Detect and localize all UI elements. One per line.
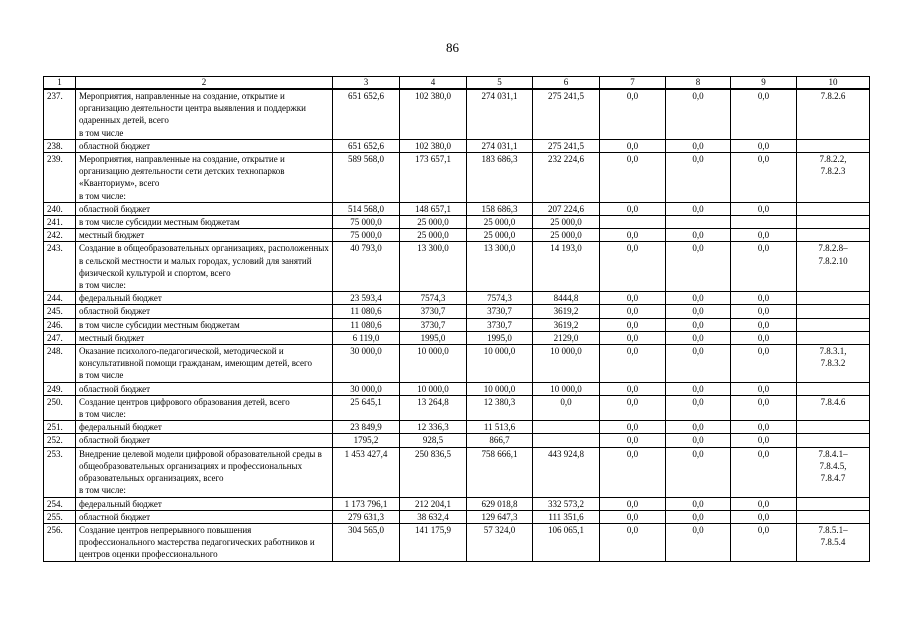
table-row bbox=[44, 305, 870, 318]
year3-cell: 25 000,0 bbox=[533, 229, 600, 242]
year3-cell: 3619,2 bbox=[533, 305, 600, 318]
reference-cell bbox=[797, 434, 870, 447]
year3-cell: 232 224,6 bbox=[533, 153, 600, 203]
item-name-cell: областной бюджет bbox=[76, 202, 333, 215]
item-name-cell: Внедрение целевой модели цифровой образовательной среды в общеобразовательных организациях и профессиональных образовательных организациях, всего в том числе: bbox=[76, 447, 333, 497]
year6-cell: 0,0 bbox=[731, 305, 797, 318]
year5-cell: 0,0 bbox=[666, 153, 731, 203]
total-cell: 6 119,0 bbox=[333, 331, 400, 344]
year2-cell: 3730,7 bbox=[467, 318, 533, 331]
year1-cell: 102 380,0 bbox=[400, 139, 467, 152]
year3-cell: 332 573,2 bbox=[533, 497, 600, 510]
total-cell: 589 568,0 bbox=[333, 153, 400, 203]
item-name-cell: Мероприятия, направленные на создание, открытие и организацию деятельности центра выявления и поддержки одаренных детей, всего в том числе bbox=[76, 89, 333, 139]
year1-cell: 38 632,4 bbox=[400, 510, 467, 523]
year6-cell: 0,0 bbox=[731, 382, 797, 395]
table-header-row bbox=[44, 77, 870, 90]
year1-cell: 10 000,0 bbox=[400, 345, 467, 383]
row-number-cell: 245. bbox=[44, 305, 76, 318]
year6-cell: 0,0 bbox=[731, 331, 797, 344]
year6-cell: 0,0 bbox=[731, 318, 797, 331]
reference-cell: 7.8.5.1– 7.8.5.4 bbox=[797, 523, 870, 561]
year3-cell: 14 193,0 bbox=[533, 242, 600, 292]
item-name-cell: областной бюджет bbox=[76, 382, 333, 395]
year2-cell: 866,7 bbox=[467, 434, 533, 447]
year6-cell: 0,0 bbox=[731, 345, 797, 383]
row-number-cell: 242. bbox=[44, 229, 76, 242]
year1-cell: 3730,7 bbox=[400, 318, 467, 331]
year5-cell: 0,0 bbox=[666, 447, 731, 497]
item-name-cell: областной бюджет bbox=[76, 434, 333, 447]
year6-cell: 0,0 bbox=[731, 395, 797, 420]
reference-cell: 7.8.3.1, 7.8.3.2 bbox=[797, 345, 870, 383]
item-name-cell: областной бюджет bbox=[76, 139, 333, 152]
year4-cell: 0,0 bbox=[600, 305, 666, 318]
year1-cell: 3730,7 bbox=[400, 305, 467, 318]
item-name-cell: федеральный бюджет bbox=[76, 292, 333, 305]
year1-cell: 250 836,5 bbox=[400, 447, 467, 497]
year2-cell: 25 000,0 bbox=[467, 216, 533, 229]
year6-cell: 0,0 bbox=[731, 497, 797, 510]
item-name-cell: областной бюджет bbox=[76, 510, 333, 523]
year6-cell bbox=[731, 216, 797, 229]
table-row bbox=[44, 242, 870, 292]
row-number-cell: 254. bbox=[44, 497, 76, 510]
year1-cell: 141 175,9 bbox=[400, 523, 467, 561]
row-number-cell: 238. bbox=[44, 139, 76, 152]
year3-cell: 106 065,1 bbox=[533, 523, 600, 561]
row-number-cell: 249. bbox=[44, 382, 76, 395]
budget-table bbox=[43, 76, 870, 562]
column-header: 6 bbox=[533, 77, 600, 90]
reference-cell bbox=[797, 139, 870, 152]
table-row bbox=[44, 434, 870, 447]
column-header: 4 bbox=[400, 77, 467, 90]
item-name-cell: Создание центров цифрового образования детей, всего в том числе: bbox=[76, 395, 333, 420]
year4-cell: 0,0 bbox=[600, 382, 666, 395]
year4-cell: 0,0 bbox=[600, 497, 666, 510]
year2-cell: 13 300,0 bbox=[467, 242, 533, 292]
year5-cell: 0,0 bbox=[666, 305, 731, 318]
total-cell: 11 080,6 bbox=[333, 305, 400, 318]
total-cell: 1 453 427,4 bbox=[333, 447, 400, 497]
year6-cell: 0,0 bbox=[731, 229, 797, 242]
year5-cell: 0,0 bbox=[666, 331, 731, 344]
reference-cell: 7.8.4.6 bbox=[797, 395, 870, 420]
year3-cell bbox=[533, 434, 600, 447]
year4-cell: 0,0 bbox=[600, 421, 666, 434]
year5-cell: 0,0 bbox=[666, 382, 731, 395]
year5-cell: 0,0 bbox=[666, 318, 731, 331]
year1-cell: 25 000,0 bbox=[400, 229, 467, 242]
year6-cell: 0,0 bbox=[731, 434, 797, 447]
year4-cell: 0,0 bbox=[600, 89, 666, 139]
year1-cell: 12 336,3 bbox=[400, 421, 467, 434]
year6-cell: 0,0 bbox=[731, 447, 797, 497]
table-row bbox=[44, 153, 870, 203]
year6-cell: 0,0 bbox=[731, 89, 797, 139]
year4-cell: 0,0 bbox=[600, 318, 666, 331]
table-row bbox=[44, 292, 870, 305]
total-cell: 23 849,9 bbox=[333, 421, 400, 434]
row-number-cell: 244. bbox=[44, 292, 76, 305]
year5-cell: 0,0 bbox=[666, 292, 731, 305]
item-name-cell: Создание центров непрерывного повышения профессионального мастерства педагогических работников и центров оценки профессионального bbox=[76, 523, 333, 561]
row-number-cell: 248. bbox=[44, 345, 76, 383]
year6-cell: 0,0 bbox=[731, 292, 797, 305]
year3-cell: 207 224,6 bbox=[533, 202, 600, 215]
total-cell: 30 000,0 bbox=[333, 345, 400, 383]
total-cell: 40 793,0 bbox=[333, 242, 400, 292]
reference-cell: 7.8.2.6 bbox=[797, 89, 870, 139]
reference-cell bbox=[797, 318, 870, 331]
year2-cell: 7574,3 bbox=[467, 292, 533, 305]
year6-cell: 0,0 bbox=[731, 242, 797, 292]
table-row bbox=[44, 89, 870, 139]
year4-cell: 0,0 bbox=[600, 229, 666, 242]
year2-cell: 11 513,6 bbox=[467, 421, 533, 434]
year5-cell: 0,0 bbox=[666, 434, 731, 447]
year2-cell: 629 018,8 bbox=[467, 497, 533, 510]
item-name-cell: Создание в общеобразовательных организациях, расположенных в сельской местности и малых городах, условий для занятий физической культурой и спортом, всего в том числе: bbox=[76, 242, 333, 292]
table-row bbox=[44, 229, 870, 242]
item-name-cell: Оказание психолого-педагогической, методической и консультативной помощи гражданам, имеющим детей, всего в том числе bbox=[76, 345, 333, 383]
reference-cell bbox=[797, 292, 870, 305]
reference-cell: 7.8.4.1– 7.8.4.5, 7.8.4.7 bbox=[797, 447, 870, 497]
table-row bbox=[44, 510, 870, 523]
year4-cell: 0,0 bbox=[600, 202, 666, 215]
item-name-cell: Мероприятия, направленные на создание, открытие и организацию деятельности сети детских технопарков «Кванториум», всего в том числе: bbox=[76, 153, 333, 203]
row-number-cell: 246. bbox=[44, 318, 76, 331]
year2-cell: 3730,7 bbox=[467, 305, 533, 318]
column-header: 1 bbox=[44, 77, 76, 90]
year1-cell: 173 657,1 bbox=[400, 153, 467, 203]
table-row bbox=[44, 331, 870, 344]
column-header: 9 bbox=[731, 77, 797, 90]
year4-cell: 0,0 bbox=[600, 447, 666, 497]
reference-cell bbox=[797, 229, 870, 242]
item-name-cell: в том числе субсидии местным бюджетам bbox=[76, 216, 333, 229]
total-cell: 75 000,0 bbox=[333, 229, 400, 242]
year1-cell: 928,5 bbox=[400, 434, 467, 447]
total-cell: 25 645,1 bbox=[333, 395, 400, 420]
year1-cell: 102 380,0 bbox=[400, 89, 467, 139]
table-row bbox=[44, 421, 870, 434]
year5-cell: 0,0 bbox=[666, 421, 731, 434]
total-cell: 30 000,0 bbox=[333, 382, 400, 395]
item-name-cell: областной бюджет bbox=[76, 305, 333, 318]
year3-cell: 111 351,6 bbox=[533, 510, 600, 523]
total-cell: 1 173 796,1 bbox=[333, 497, 400, 510]
year3-cell: 10 000,0 bbox=[533, 345, 600, 383]
year4-cell: 0,0 bbox=[600, 434, 666, 447]
total-cell: 75 000,0 bbox=[333, 216, 400, 229]
row-number-cell: 252. bbox=[44, 434, 76, 447]
reference-cell bbox=[797, 202, 870, 215]
year1-cell: 13 264,8 bbox=[400, 395, 467, 420]
row-number-cell: 247. bbox=[44, 331, 76, 344]
year1-cell: 13 300,0 bbox=[400, 242, 467, 292]
table-row bbox=[44, 523, 870, 561]
row-number-cell: 243. bbox=[44, 242, 76, 292]
total-cell: 304 565,0 bbox=[333, 523, 400, 561]
year3-cell: 275 241,5 bbox=[533, 89, 600, 139]
year6-cell: 0,0 bbox=[731, 139, 797, 152]
reference-cell: 7.8.2.2, 7.8.2.3 bbox=[797, 153, 870, 203]
row-number-cell: 251. bbox=[44, 421, 76, 434]
year6-cell: 0,0 bbox=[731, 510, 797, 523]
year5-cell: 0,0 bbox=[666, 395, 731, 420]
item-name-cell: федеральный бюджет bbox=[76, 421, 333, 434]
item-name-cell: местный бюджет bbox=[76, 331, 333, 344]
table-row bbox=[44, 139, 870, 152]
item-name-cell: федеральный бюджет bbox=[76, 497, 333, 510]
year2-cell: 12 380,3 bbox=[467, 395, 533, 420]
column-header: 10 bbox=[797, 77, 870, 90]
year3-cell: 8444,8 bbox=[533, 292, 600, 305]
year2-cell: 758 666,1 bbox=[467, 447, 533, 497]
reference-cell bbox=[797, 216, 870, 229]
table-body bbox=[44, 89, 870, 561]
year6-cell: 0,0 bbox=[731, 421, 797, 434]
reference-cell bbox=[797, 382, 870, 395]
table-row bbox=[44, 382, 870, 395]
year4-cell: 0,0 bbox=[600, 331, 666, 344]
year5-cell: 0,0 bbox=[666, 242, 731, 292]
table-row bbox=[44, 395, 870, 420]
table-row bbox=[44, 447, 870, 497]
year2-cell: 1995,0 bbox=[467, 331, 533, 344]
year2-cell: 129 647,3 bbox=[467, 510, 533, 523]
year2-cell: 158 686,3 bbox=[467, 202, 533, 215]
table-row bbox=[44, 345, 870, 383]
year4-cell: 0,0 bbox=[600, 395, 666, 420]
year3-cell bbox=[533, 421, 600, 434]
year2-cell: 10 000,0 bbox=[467, 382, 533, 395]
reference-cell bbox=[797, 510, 870, 523]
column-header: 7 bbox=[600, 77, 666, 90]
year1-cell: 148 657,1 bbox=[400, 202, 467, 215]
table-row bbox=[44, 216, 870, 229]
page-number: 86 bbox=[446, 40, 459, 55]
year6-cell: 0,0 bbox=[731, 523, 797, 561]
row-number-cell: 256. bbox=[44, 523, 76, 561]
year2-cell: 183 686,3 bbox=[467, 153, 533, 203]
year5-cell: 0,0 bbox=[666, 202, 731, 215]
total-cell: 11 080,6 bbox=[333, 318, 400, 331]
year2-cell: 274 031,1 bbox=[467, 89, 533, 139]
reference-cell: 7.8.2.8– 7.8.2.10 bbox=[797, 242, 870, 292]
year4-cell: 0,0 bbox=[600, 139, 666, 152]
year3-cell: 3619,2 bbox=[533, 318, 600, 331]
year3-cell: 0,0 bbox=[533, 395, 600, 420]
year4-cell: 0,0 bbox=[600, 292, 666, 305]
year4-cell: 0,0 bbox=[600, 510, 666, 523]
year1-cell: 212 204,1 bbox=[400, 497, 467, 510]
total-cell: 514 568,0 bbox=[333, 202, 400, 215]
year4-cell: 0,0 bbox=[600, 523, 666, 561]
row-number-cell: 240. bbox=[44, 202, 76, 215]
total-cell: 23 593,4 bbox=[333, 292, 400, 305]
row-number-cell: 255. bbox=[44, 510, 76, 523]
year5-cell: 0,0 bbox=[666, 229, 731, 242]
year5-cell: 0,0 bbox=[666, 510, 731, 523]
reference-cell bbox=[797, 331, 870, 344]
column-header: 8 bbox=[666, 77, 731, 90]
year3-cell: 2129,0 bbox=[533, 331, 600, 344]
column-header: 5 bbox=[467, 77, 533, 90]
table-row bbox=[44, 202, 870, 215]
year4-cell: 0,0 bbox=[600, 153, 666, 203]
year5-cell bbox=[666, 216, 731, 229]
row-number-cell: 250. bbox=[44, 395, 76, 420]
year4-cell bbox=[600, 216, 666, 229]
table-row bbox=[44, 497, 870, 510]
column-header: 2 bbox=[76, 77, 333, 90]
year2-cell: 10 000,0 bbox=[467, 345, 533, 383]
year6-cell: 0,0 bbox=[731, 202, 797, 215]
year5-cell: 0,0 bbox=[666, 89, 731, 139]
year5-cell: 0,0 bbox=[666, 139, 731, 152]
total-cell: 1795,2 bbox=[333, 434, 400, 447]
year4-cell: 0,0 bbox=[600, 242, 666, 292]
total-cell: 279 631,3 bbox=[333, 510, 400, 523]
year3-cell: 275 241,5 bbox=[533, 139, 600, 152]
row-number-cell: 237. bbox=[44, 89, 76, 139]
year2-cell: 274 031,1 bbox=[467, 139, 533, 152]
year3-cell: 25 000,0 bbox=[533, 216, 600, 229]
table-row bbox=[44, 318, 870, 331]
year1-cell: 1995,0 bbox=[400, 331, 467, 344]
year2-cell: 25 000,0 bbox=[467, 229, 533, 242]
row-number-cell: 241. bbox=[44, 216, 76, 229]
reference-cell bbox=[797, 305, 870, 318]
year1-cell: 10 000,0 bbox=[400, 382, 467, 395]
total-cell: 651 652,6 bbox=[333, 89, 400, 139]
year1-cell: 25 000,0 bbox=[400, 216, 467, 229]
item-name-cell: местный бюджет bbox=[76, 229, 333, 242]
total-cell: 651 652,6 bbox=[333, 139, 400, 152]
year2-cell: 57 324,0 bbox=[467, 523, 533, 561]
reference-cell bbox=[797, 421, 870, 434]
item-name-cell: в том числе субсидии местным бюджетам bbox=[76, 318, 333, 331]
reference-cell bbox=[797, 497, 870, 510]
row-number-cell: 239. bbox=[44, 153, 76, 203]
year3-cell: 10 000,0 bbox=[533, 382, 600, 395]
year3-cell: 443 924,8 bbox=[533, 447, 600, 497]
column-header: 3 bbox=[333, 77, 400, 90]
year5-cell: 0,0 bbox=[666, 345, 731, 383]
year1-cell: 7574,3 bbox=[400, 292, 467, 305]
year6-cell: 0,0 bbox=[731, 153, 797, 203]
row-number-cell: 253. bbox=[44, 447, 76, 497]
year5-cell: 0,0 bbox=[666, 497, 731, 510]
year4-cell: 0,0 bbox=[600, 345, 666, 383]
year5-cell: 0,0 bbox=[666, 523, 731, 561]
